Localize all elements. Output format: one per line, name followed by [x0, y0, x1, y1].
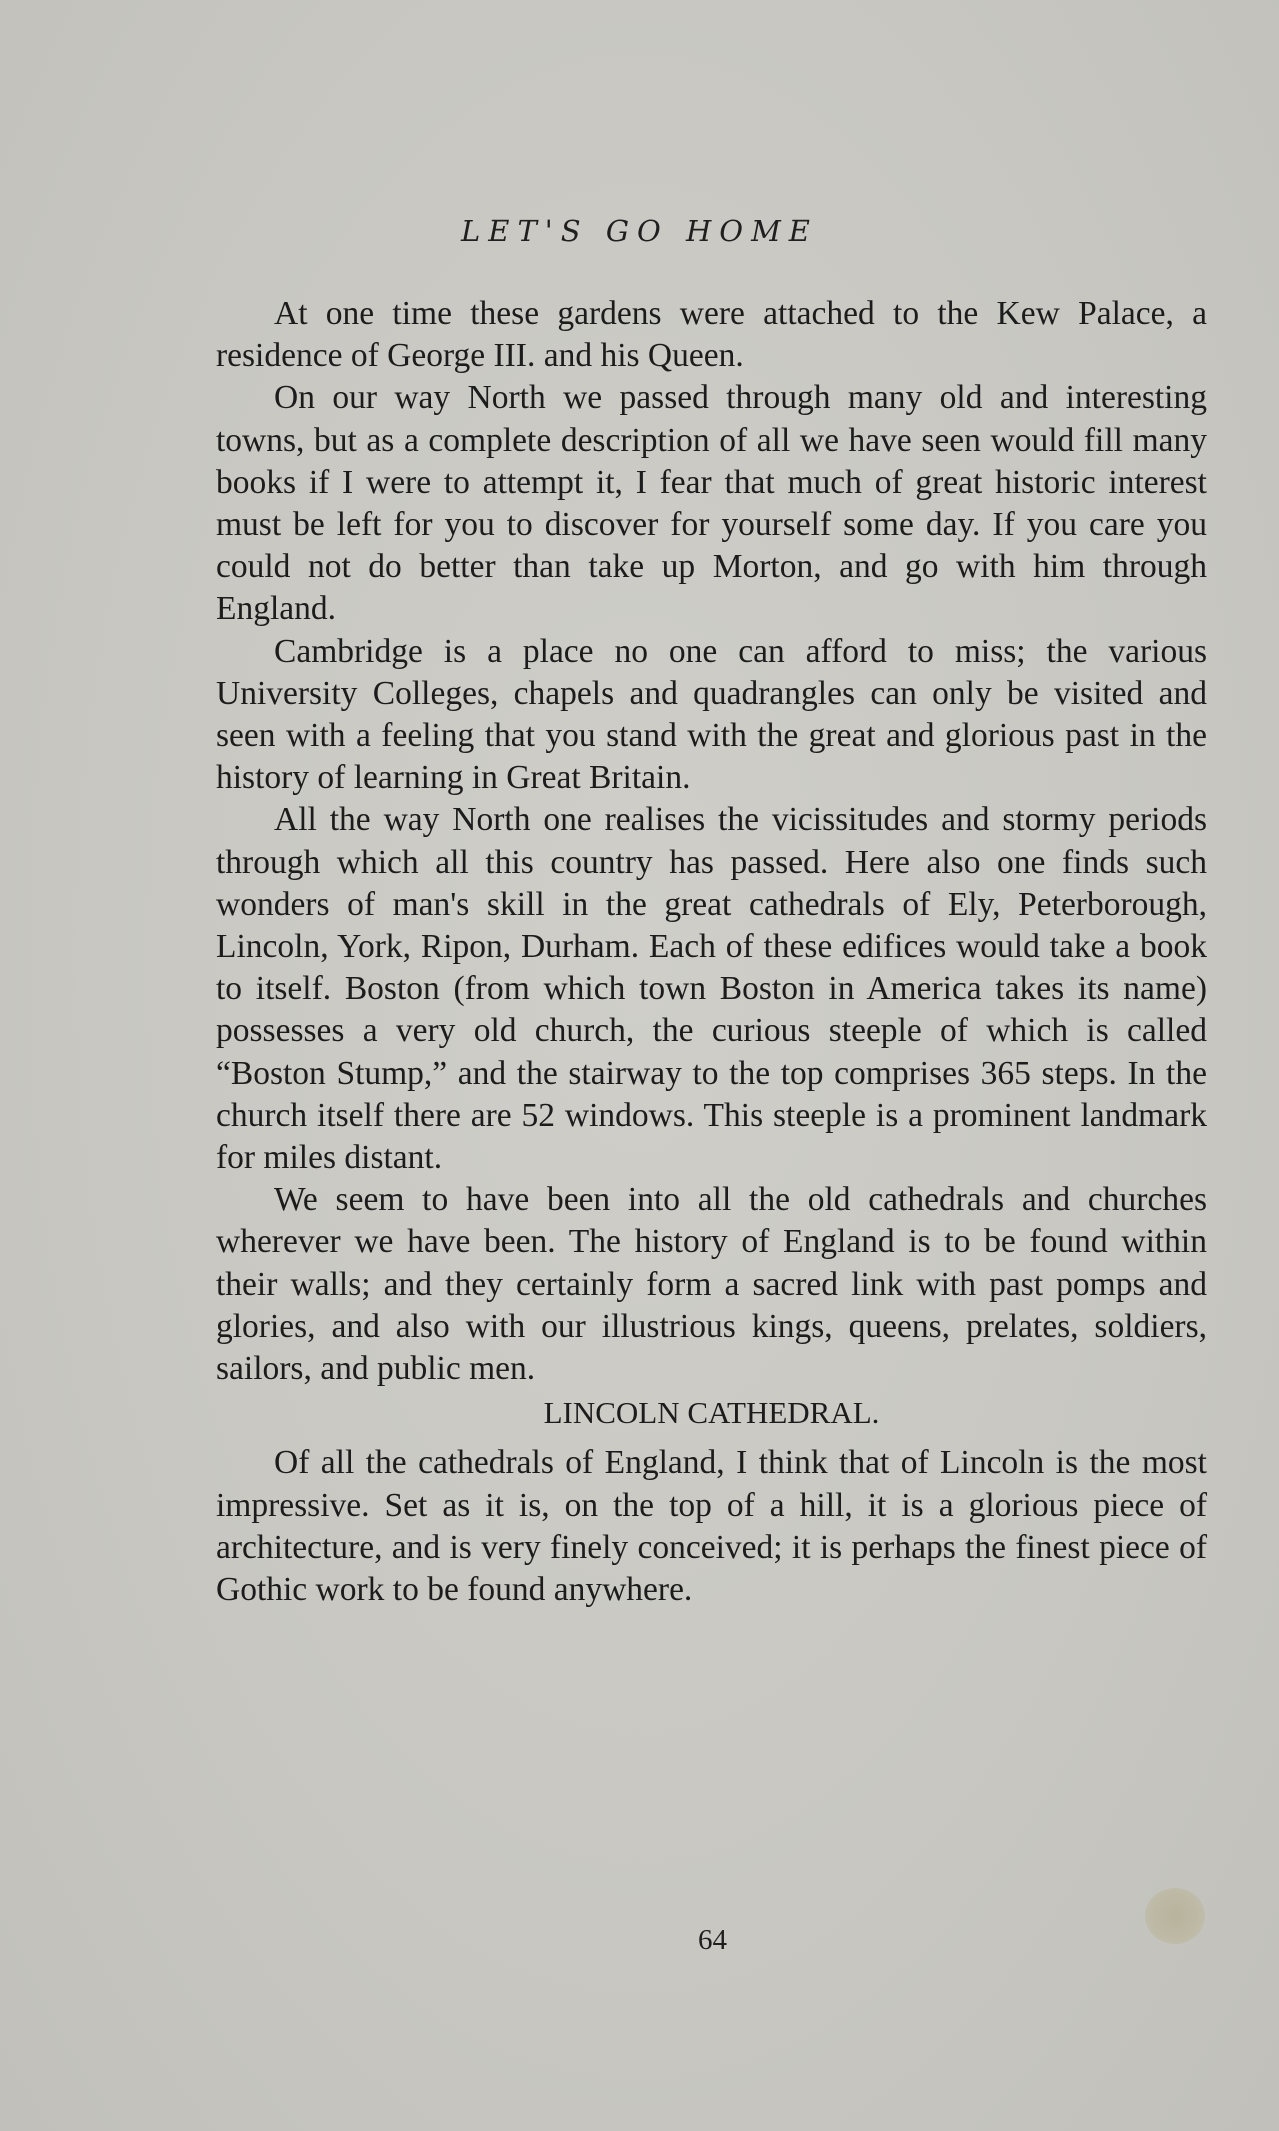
paragraph-lincoln: Of all the cathedrals of England, I think that of Lincoln is the most impressive. Set as it is, on the top of a hill, it is a glorious piece of architecture, and is very finely conceived; it is perhaps the finest piece of Gothic work to be found anywhere. — [216, 1444, 1207, 1609]
paragraph-cathedrals-boston: All the way North one realises the vicissitudes and stormy periods through which all this country has passed. Here also one finds such wonders of man's skill in the great cathedrals of Ely, Peterborough, Lincoln, York, Ripon, Durham. Each of these edifices would take a book to itself. Boston (from which town Boston in America takes its name) possesses a very old church, the curious steeple of which is called “Boston Stump,” and the stairway to the top comprises 365 steps. In the church itself there are 52 windows. This steeple is a prominent landmark for miles distant. — [216, 801, 1207, 1177]
section-heading: LINCOLN CATHEDRAL. — [543, 1395, 880, 1431]
paragraph-kew-palace: At one time these gardens were attached to the Kew Palace, a residence of George III. and his Queen. — [216, 295, 1207, 375]
paragraph-old-churches: We seem to have been into all the old cathedrals and churches wherever we have been. The history of England is to be found within their walls; and they certainly form a sacred link with past pomps and glories, and also with our illustrious kings, queens, prelates, soldiers, sailors, and public men. — [216, 1181, 1207, 1388]
page-number: 64 — [698, 1924, 727, 1956]
paragraph-cambridge: Cambridge is a place no one can afford to miss; the various University Colleges, chapels and quadrangles can only be visited and seen with a feeling that you stand with the great and glorious past in the history of learning in Great Britain. — [216, 632, 1207, 797]
running-head: LET'S GO HOME — [461, 214, 818, 248]
body-text — [216, 293, 1207, 1611]
page-number-container — [0, 1924, 1279, 1957]
paragraph-way-north: On our way North we passed through many old and interesting towns, but as a complete description of all we have seen would fill many books if I were to attempt it, I fear that much of great historic interest must be left for you to discover for yourself some day. If you care you could not do better than take up Morton, and go with him through England. — [216, 379, 1207, 628]
